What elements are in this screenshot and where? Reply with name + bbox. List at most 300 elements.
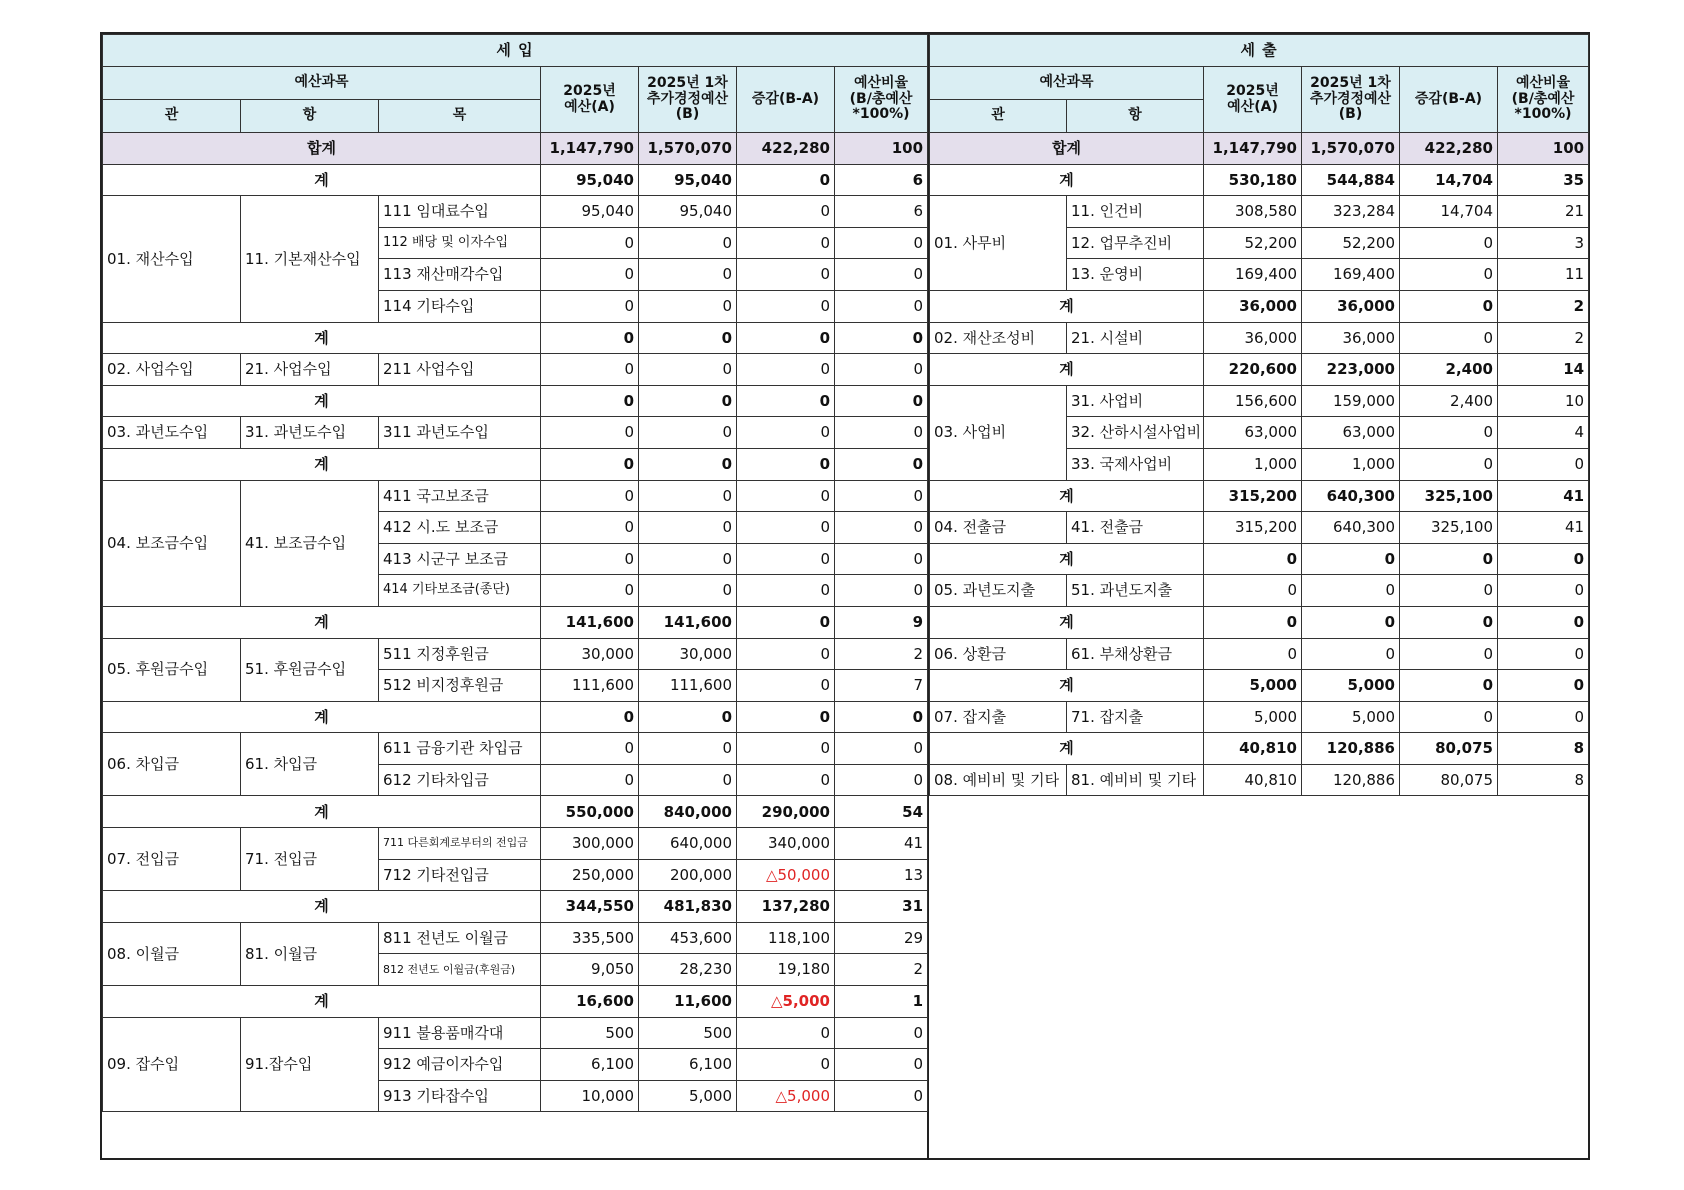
subtotal-a: 5,000 [1204,670,1302,702]
value-d: 0 [1400,575,1498,607]
subtotal-label: 계 [930,354,1204,386]
value-a: 52,200 [1204,227,1302,259]
value-b: 0 [639,290,737,322]
value-d: △5,000 [737,1080,835,1112]
header-gwan: 관 [103,100,241,133]
value-d: 0 [737,227,835,259]
subtotal-r: 0 [1498,606,1589,638]
subtotal-b: 0 [639,322,737,354]
subtotal-row [930,480,1589,512]
value-r: 0 [835,1049,928,1081]
value-b: 1,000 [1302,448,1400,480]
value-r: 29 [835,922,928,954]
gwan-cell: 05. 후원금수입 [103,638,241,701]
table-row [930,512,1589,544]
value-b: 52,200 [1302,227,1400,259]
table-row [930,385,1589,417]
value-d: 0 [737,290,835,322]
value-r: 13 [835,859,928,891]
value-r: 2 [1498,322,1589,354]
subtotal-label: 계 [930,670,1204,702]
value-b: 0 [639,227,737,259]
subtotal-row [930,164,1589,196]
subtotal-label: 계 [103,986,541,1018]
value-a: 36,000 [1204,322,1302,354]
subtotal-a: 0 [541,448,639,480]
total-b: 1,570,070 [639,133,737,165]
subtotal-d: 0 [1400,290,1498,322]
subtotal-label: 계 [930,290,1204,322]
table-row [930,322,1589,354]
subtotal-label: 계 [930,606,1204,638]
value-d: 0 [737,1017,835,1049]
subtotal-a: 315,200 [1204,480,1302,512]
value-d: 340,000 [737,828,835,860]
value-d: 0 [737,1049,835,1081]
subtotal-r: 41 [1498,480,1589,512]
subtotal-r: 9 [835,606,928,638]
table-row [103,480,928,512]
gwan-cell: 09. 잡수입 [103,1017,241,1112]
total-d: 422,280 [1400,133,1498,165]
subtotal-d: 80,075 [1400,733,1498,765]
hang-cell: 51. 후원금수입 [241,638,379,701]
subtotal-label: 계 [930,480,1204,512]
value-b: 63,000 [1302,417,1400,449]
value-d: 0 [737,512,835,544]
gwan-cell: 02. 사업수입 [103,354,241,386]
subtotal-d: △5,000 [737,986,835,1018]
gwan-cell: 05. 과년도지출 [930,575,1067,607]
mok-cell: 511 지정후원금 [379,638,541,670]
value-d: 2,400 [1400,385,1498,417]
table-row [930,701,1589,733]
table-row [103,417,928,449]
mok-cell: 112 배당 및 이자수입 [379,227,541,259]
subtotal-row [930,733,1589,765]
value-b: 0 [639,733,737,765]
mok-cell: 413 시군구 보조금 [379,543,541,575]
value-b: 0 [639,417,737,449]
value-d: 325,100 [1400,512,1498,544]
subtotal-d: 0 [1400,670,1498,702]
hang-cell: 81. 예비비 및 기타 [1067,764,1204,796]
value-d: 118,100 [737,922,835,954]
hang-cell: 32. 산하시설사업비 [1067,417,1204,449]
value-a: 0 [541,290,639,322]
subtotal-b: 481,830 [639,891,737,923]
subtotal-a: 36,000 [1204,290,1302,322]
hang-cell: 71. 전입금 [241,828,379,891]
subtotal-label: 계 [930,543,1204,575]
subtotal-label: 계 [103,891,541,923]
hang-cell: 21. 사업수입 [241,354,379,386]
subtotal-d: 0 [737,322,835,354]
income-title: 세 입 [103,35,928,67]
expense-total-row [930,133,1589,165]
value-a: 500 [541,1017,639,1049]
header-budget-subject: 예산과목 [930,67,1204,100]
subtotal-r: 54 [835,796,928,828]
subtotal-row [930,354,1589,386]
value-b: 0 [639,512,737,544]
value-a: 156,600 [1204,385,1302,417]
total-r: 100 [835,133,928,165]
subtotal-row [103,986,928,1018]
subtotal-label: 계 [930,164,1204,196]
value-b: 0 [639,764,737,796]
value-r: 41 [1498,512,1589,544]
subtotal-label: 계 [103,164,541,196]
total-label: 합계 [103,133,541,165]
subtotal-a: 0 [1204,606,1302,638]
subtotal-row [103,796,928,828]
subtotal-b: 120,886 [1302,733,1400,765]
value-a: 0 [541,733,639,765]
value-a: 0 [541,227,639,259]
value-a: 63,000 [1204,417,1302,449]
value-a: 0 [541,480,639,512]
expense-table [929,34,1589,796]
subtotal-r: 0 [1498,543,1589,575]
value-b: 200,000 [639,859,737,891]
value-d: 0 [737,764,835,796]
subtotal-b: 223,000 [1302,354,1400,386]
mok-cell: 412 시.도 보조금 [379,512,541,544]
subtotal-b: 0 [639,448,737,480]
value-b: 111,600 [639,670,737,702]
gwan-cell: 07. 잡지출 [930,701,1067,733]
hang-cell: 61. 부채상환금 [1067,638,1204,670]
subtotal-a: 141,600 [541,606,639,638]
hang-cell: 31. 사업비 [1067,385,1204,417]
hang-cell: 11. 기본재산수입 [241,196,379,322]
value-b: 5,000 [639,1080,737,1112]
gwan-cell: 01. 재산수입 [103,196,241,322]
subtotal-b: 0 [639,385,737,417]
mok-cell: 812 전년도 이월금(후원금) [379,954,541,986]
subtotal-a: 0 [1204,543,1302,575]
hang-cell: 33. 국제사업비 [1067,448,1204,480]
value-r: 10 [1498,385,1589,417]
total-d: 422,280 [737,133,835,165]
subtotal-row [930,670,1589,702]
value-d: 0 [737,670,835,702]
subtotal-r: 0 [835,385,928,417]
subtotal-a: 0 [541,701,639,733]
subtotal-label: 계 [103,701,541,733]
value-a: 0 [541,512,639,544]
mok-cell: 711 다른회계로부터의 전입금 [379,828,541,860]
value-b: 28,230 [639,954,737,986]
subtotal-d: 0 [737,164,835,196]
header-mok: 목 [379,100,541,133]
mok-cell: 612 기타차입금 [379,764,541,796]
header-hang: 항 [1067,100,1204,133]
value-b: 0 [639,575,737,607]
gwan-cell: 03. 사업비 [930,385,1067,480]
subtotal-r: 6 [835,164,928,196]
value-a: 0 [541,354,639,386]
header-supp: 2025년 1차 추가경정예산 (B) [639,67,737,133]
value-r: 0 [835,764,928,796]
expense-section [929,34,1588,1158]
gwan-cell: 08. 예비비 및 기타 [930,764,1067,796]
subtotal-row [103,322,928,354]
value-a: 315,200 [1204,512,1302,544]
subtotal-row [103,164,928,196]
hang-cell: 91.잡수입 [241,1017,379,1112]
value-r: 8 [1498,764,1589,796]
subtotal-d: 2,400 [1400,354,1498,386]
value-d: 0 [737,480,835,512]
subtotal-b: 0 [639,701,737,733]
value-r: 2 [835,638,928,670]
value-d: 0 [737,259,835,291]
value-r: 0 [835,480,928,512]
value-r: 0 [835,733,928,765]
value-d: 0 [737,354,835,386]
value-a: 10,000 [541,1080,639,1112]
value-b: 120,886 [1302,764,1400,796]
header-hang: 항 [241,100,379,133]
value-d: 0 [737,575,835,607]
income-table [102,34,928,1112]
gwan-cell: 06. 상환금 [930,638,1067,670]
value-r: 11 [1498,259,1589,291]
subtotal-r: 0 [835,448,928,480]
value-b: 640,300 [1302,512,1400,544]
subtotal-row [103,891,928,923]
value-r: 0 [835,417,928,449]
value-b: 169,400 [1302,259,1400,291]
value-a: 0 [541,417,639,449]
mok-cell: 411 국고보조금 [379,480,541,512]
value-b: 95,040 [639,196,737,228]
hang-cell: 51. 과년도지출 [1067,575,1204,607]
mok-cell: 911 불용품매각대 [379,1017,541,1049]
header-diff: 증감(B-A) [1400,67,1498,133]
table-row [930,764,1589,796]
subtotal-r: 8 [1498,733,1589,765]
value-a: 0 [541,764,639,796]
subtotal-a: 16,600 [541,986,639,1018]
header-ratio: 예산비율 (B/총예산 *100%) [835,67,928,133]
value-r: 0 [1498,448,1589,480]
hang-cell: 61. 차입금 [241,733,379,796]
subtotal-row [930,606,1589,638]
value-r: 0 [835,1017,928,1049]
subtotal-d: 0 [737,606,835,638]
subtotal-r: 0 [835,701,928,733]
value-b: 0 [639,259,737,291]
value-r: 0 [835,543,928,575]
value-r: 3 [1498,227,1589,259]
subtotal-a: 344,550 [541,891,639,923]
expense-header-row [930,67,1589,100]
value-r: 0 [1498,638,1589,670]
subtotal-label: 계 [103,385,541,417]
subtotal-r: 2 [1498,290,1589,322]
subtotal-b: 141,600 [639,606,737,638]
value-b: 640,000 [639,828,737,860]
total-a: 1,147,790 [1204,133,1302,165]
income-section [102,34,929,1158]
value-r: 0 [835,290,928,322]
value-a: 250,000 [541,859,639,891]
value-r: 41 [835,828,928,860]
subtotal-row [103,448,928,480]
header-diff: 증감(B-A) [737,67,835,133]
table-row [103,196,928,228]
budget-sheet [100,32,1590,1160]
subtotal-label: 계 [103,796,541,828]
table-row [103,828,928,860]
value-a: 5,000 [1204,701,1302,733]
value-a: 300,000 [541,828,639,860]
value-a: 0 [541,259,639,291]
table-row [930,575,1589,607]
value-d: 80,075 [1400,764,1498,796]
mok-cell: 611 금융기관 차입금 [379,733,541,765]
gwan-cell: 07. 전입금 [103,828,241,891]
mok-cell: 113 재산매각수입 [379,259,541,291]
subtotal-b: 36,000 [1302,290,1400,322]
value-b: 6,100 [639,1049,737,1081]
value-r: 2 [835,954,928,986]
subtotal-row [930,290,1589,322]
total-a: 1,147,790 [541,133,639,165]
value-a: 111,600 [541,670,639,702]
mok-cell: 311 과년도수입 [379,417,541,449]
mok-cell: 512 비지정후원금 [379,670,541,702]
subtotal-row [930,543,1589,575]
value-a: 40,810 [1204,764,1302,796]
mok-cell: 211 사업수입 [379,354,541,386]
subtotal-a: 220,600 [1204,354,1302,386]
gwan-cell: 02. 재산조성비 [930,322,1067,354]
table-row [103,922,928,954]
subtotal-a: 550,000 [541,796,639,828]
subtotal-b: 544,884 [1302,164,1400,196]
gwan-cell: 08. 이월금 [103,922,241,985]
header-supp: 2025년 1차 추가경정예산 (B) [1302,67,1400,133]
subtotal-row [103,606,928,638]
subtotal-b: 0 [1302,606,1400,638]
table-row [103,354,928,386]
value-a: 1,000 [1204,448,1302,480]
total-label: 합계 [930,133,1204,165]
subtotal-d: 290,000 [737,796,835,828]
value-d: 0 [737,638,835,670]
value-d: 0 [1400,638,1498,670]
subtotal-d: 0 [737,448,835,480]
header-ratio: 예산비율 (B/총예산 *100%) [1498,67,1589,133]
value-b: 453,600 [639,922,737,954]
subtotal-r: 35 [1498,164,1589,196]
mok-cell: 913 기타잡수입 [379,1080,541,1112]
table-row [930,638,1589,670]
subtotal-r: 14 [1498,354,1589,386]
value-r: 0 [835,259,928,291]
hang-cell: 81. 이월금 [241,922,379,985]
value-r: 0 [835,575,928,607]
value-r: 7 [835,670,928,702]
subtotal-r: 1 [835,986,928,1018]
value-b: 0 [639,480,737,512]
subtotal-b: 0 [1302,543,1400,575]
expense-title: 세 출 [930,35,1589,67]
mok-cell: 811 전년도 이월금 [379,922,541,954]
table-row [930,196,1589,228]
header-budget: 2025년 예산(A) [1204,67,1302,133]
gwan-cell: 03. 과년도수입 [103,417,241,449]
header-gwan: 관 [930,100,1067,133]
header-budget-subject: 예산과목 [103,67,541,100]
hang-cell: 41. 보조금수입 [241,480,379,606]
value-b: 36,000 [1302,322,1400,354]
value-a: 0 [1204,638,1302,670]
subtotal-d: 0 [1400,606,1498,638]
subtotal-a: 95,040 [541,164,639,196]
value-a: 9,050 [541,954,639,986]
subtotal-b: 11,600 [639,986,737,1018]
value-b: 0 [1302,638,1400,670]
subtotal-a: 40,810 [1204,733,1302,765]
total-b: 1,570,070 [1302,133,1400,165]
value-r: 21 [1498,196,1589,228]
value-a: 308,580 [1204,196,1302,228]
value-d: 0 [1400,227,1498,259]
mok-cell: 114 기타수입 [379,290,541,322]
subtotal-a: 0 [541,385,639,417]
expense-banner-row [930,35,1589,67]
hang-cell: 13. 운영비 [1067,259,1204,291]
value-a: 0 [541,575,639,607]
subtotal-label: 계 [103,448,541,480]
value-d: 0 [737,543,835,575]
value-b: 0 [639,354,737,386]
value-d: 0 [1400,259,1498,291]
value-b: 30,000 [639,638,737,670]
value-a: 30,000 [541,638,639,670]
subtotal-b: 640,300 [1302,480,1400,512]
gwan-cell: 04. 보조금수입 [103,480,241,606]
subtotal-b: 840,000 [639,796,737,828]
hang-cell: 41. 전출금 [1067,512,1204,544]
income-total-row [103,133,928,165]
subtotal-d: 14,704 [1400,164,1498,196]
value-b: 0 [1302,575,1400,607]
value-r: 0 [835,512,928,544]
value-b: 323,284 [1302,196,1400,228]
value-r: 0 [835,354,928,386]
subtotal-label: 계 [930,733,1204,765]
value-a: 0 [541,543,639,575]
gwan-cell: 04. 전출금 [930,512,1067,544]
subtotal-row [103,385,928,417]
value-r: 0 [835,1080,928,1112]
mok-cell: 712 기타전입금 [379,859,541,891]
total-r: 100 [1498,133,1589,165]
mok-cell: 414 기타보조금(종단) [379,575,541,607]
mok-cell: 912 예금이자수입 [379,1049,541,1081]
header-budget: 2025년 예산(A) [541,67,639,133]
subtotal-d: 0 [737,385,835,417]
value-d: 0 [737,417,835,449]
value-d: 0 [1400,322,1498,354]
subtotal-r: 0 [1498,670,1589,702]
